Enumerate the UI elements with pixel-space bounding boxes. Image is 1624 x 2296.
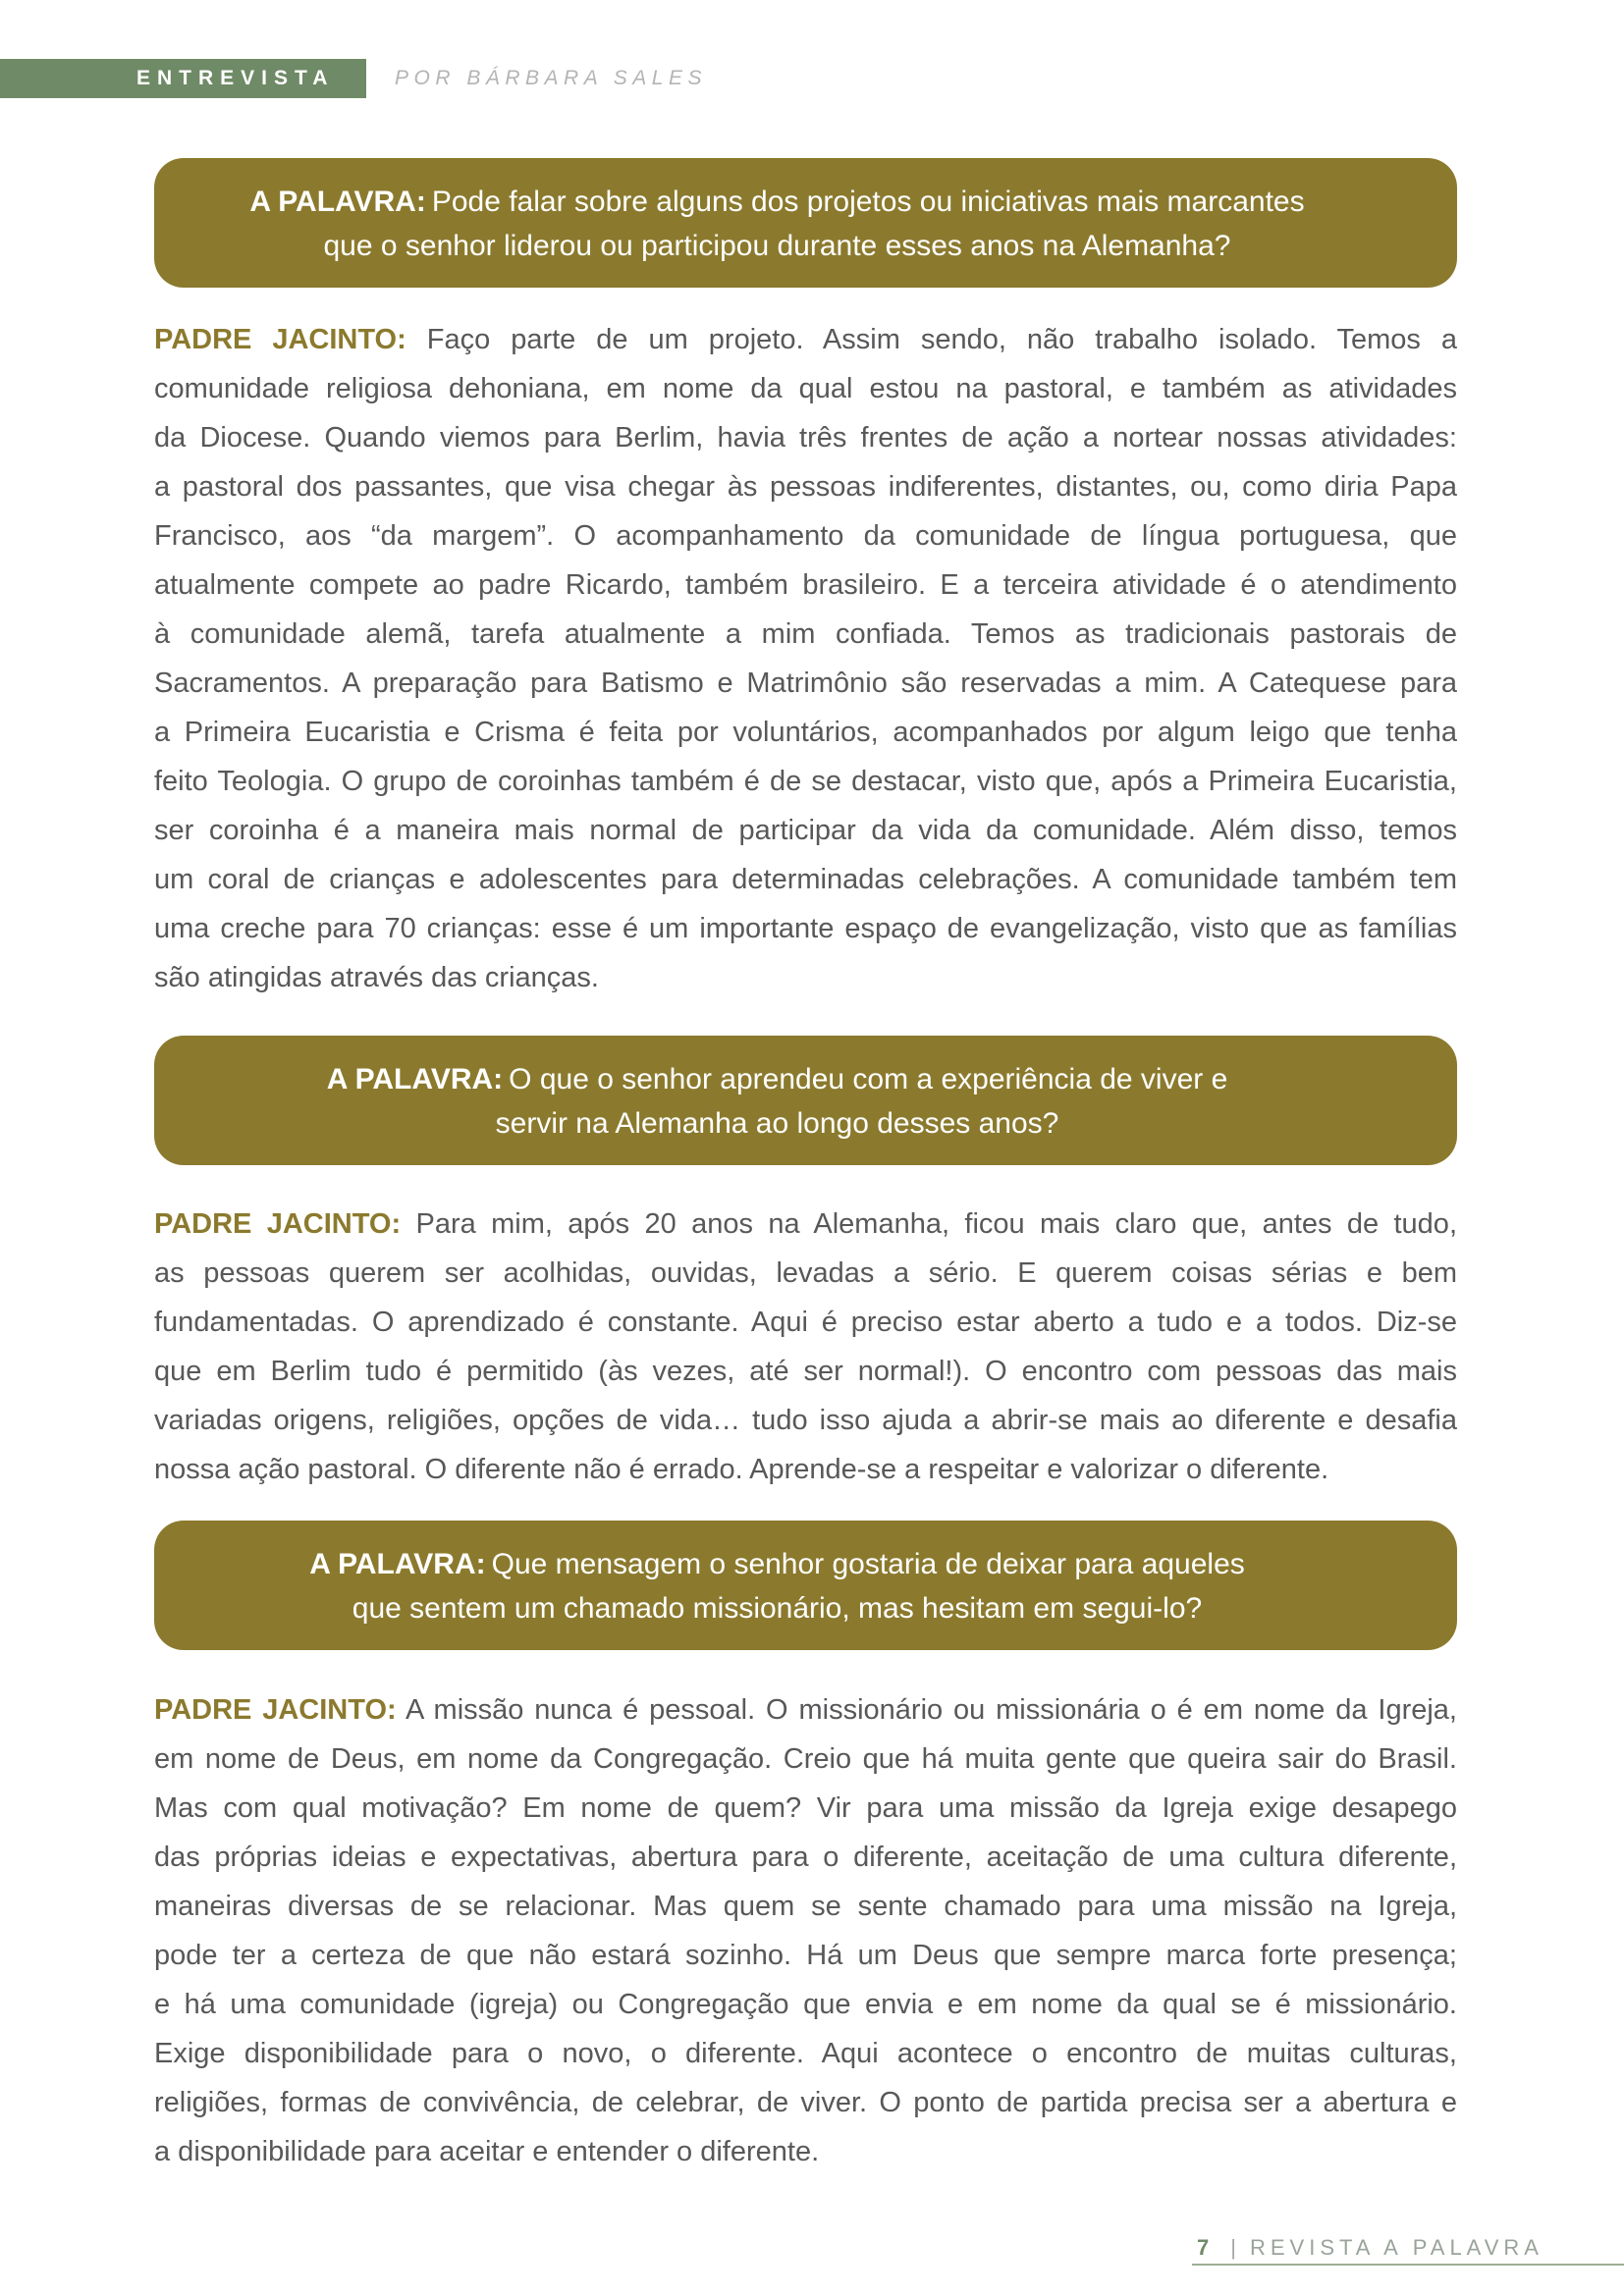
question-label: A PALAVRA: [326, 1063, 504, 1095]
answer-line: que em Berlim tudo é permitido (às vezes, até ser normal!). O encontro com pessoas das mais [154, 1356, 1457, 1387]
answer-paragraph [154, 315, 1457, 1002]
question-line [154, 1057, 1400, 1101]
answer-line: das próprias ideias e expectativas, abertura para o diferente, aceitação de uma cultura diferente, [154, 1842, 1457, 1873]
answer-line: a Primeira Eucaristia e Crisma é feita por voluntários, acompanhados por algum leigo que tenha [154, 717, 1457, 748]
answer-line: e há uma comunidade (igreja) ou Congregação que envia e em nome da qual se é missionário. [154, 1989, 1457, 2020]
answer-line: Mas com qual motivação? Em nome de quem? Vir para uma missão da Igreja exige desapego [154, 1792, 1457, 1824]
answer-line: Sacramentos. A preparação para Batismo e Matrimônio são reservadas a mim. A Catequese para [154, 667, 1457, 699]
footer-separator: | [1230, 2235, 1236, 2260]
question-line [154, 1542, 1400, 1586]
answer-line: à comunidade alemã, tarefa atualmente a mim confiada. Temos as tradicionais pastorais de [154, 618, 1457, 650]
answer-text: Faço parte de um projeto. Assim sendo, não trabalho isolado. Temos a [426, 324, 1457, 355]
footer-rule [1192, 2264, 1624, 2266]
question-line: que o senhor liderou ou participou durante esses anos na Alemanha? [323, 230, 1231, 262]
answer-line: atualmente compete ao padre Ricardo, também brasileiro. E a terceira atividade é o atendimento [154, 569, 1457, 601]
answer-line: em nome de Deus, em nome da Congregação. Creio que há muita gente que queira sair do Brasil. [154, 1743, 1457, 1775]
section-title: ENTREVISTA [136, 67, 335, 89]
question-label: A PALAVRA: [249, 186, 426, 218]
answer-line: maneiras diversas de se relacionar. Mas quem se sente chamado para uma missão na Igreja, [154, 1891, 1457, 1922]
answer-text: A missão nunca é pessoal. O missionário ou missionária o é em nome da Igreja, [405, 1694, 1457, 1726]
question-text: Que mensagem o senhor gostaria de deixar para aqueles [491, 1548, 1245, 1580]
question-text: O que o senhor aprendeu com a experiência de viver e [509, 1063, 1228, 1095]
answer-line: Francisco, aos “da margem”. O acompanhamento da comunidade de língua portuguesa, que [154, 520, 1457, 552]
answer-label: PADRE JACINTO: [154, 1694, 397, 1726]
answer-line: ser coroinha é a maneira mais normal de participar da vida da comunidade. Além disso, temos [154, 815, 1457, 846]
answer-paragraph [154, 1200, 1457, 1494]
answer-line [154, 315, 1457, 364]
answer-line [154, 1200, 1457, 1249]
question-box [154, 158, 1457, 288]
magazine-name: REVISTA A PALAVRA [1249, 2235, 1543, 2260]
answer-line: Exige disponibilidade para o novo, o diferente. Aqui acontece o encontro de muitas culturas, [154, 2038, 1457, 2069]
answer-line: feito Teologia. O grupo de coroinhas também é de se destacar, visto que, após a Primeira Eucaristia, [154, 766, 1457, 797]
answer-line: uma creche para 70 crianças: esse é um importante espaço de evangelização, visto que as famílias [154, 913, 1457, 944]
answer-label: PADRE JACINTO: [154, 1208, 402, 1240]
answer-line: as pessoas querem ser acolhidas, ouvidas, levadas a sério. E querem coisas sérias e bem [154, 1257, 1457, 1289]
question-line: servir na Alemanha ao longo desses anos? [495, 1107, 1059, 1140]
page-number: 7 [1197, 2235, 1210, 2260]
question-text: Pode falar sobre alguns dos projetos ou iniciativas mais marcantes [431, 186, 1305, 218]
answer-line: são atingidas através das crianças. [154, 962, 599, 993]
question-line [154, 180, 1400, 224]
question-label: A PALAVRA: [309, 1548, 486, 1580]
byline: POR BÁRBARA SALES [395, 67, 707, 89]
answer-line: da Diocese. Quando viemos para Berlim, havia três frentes de ação a nortear nossas atividades: [154, 422, 1457, 454]
question-line: que sentem um chamado missionário, mas hesitam em segui-lo? [352, 1592, 1203, 1625]
answer-line: pode ter a certeza de que não estará sozinho. Há um Deus que sempre marca forte presença; [154, 1940, 1457, 1971]
answer-line: variadas origens, religiões, opções de vida… tudo isso ajuda a abrir-se mais ao diferente e desafia [154, 1405, 1457, 1436]
page-footer [1197, 2232, 1543, 2264]
answer-line: a pastoral dos passantes, que visa chegar às pessoas indiferentes, distantes, ou, como diria Papa [154, 471, 1457, 503]
question-box [154, 1521, 1457, 1650]
answer-line: religiões, formas de convivência, de celebrar, de viver. O ponto de partida precisa ser a abertura e [154, 2087, 1457, 2118]
answer-text: Para mim, após 20 anos na Alemanha, ficou mais claro que, antes de tudo, [415, 1208, 1457, 1240]
answer-line: a disponibilidade para aceitar e entender o diferente. [154, 2136, 820, 2167]
answer-paragraph [154, 1685, 1457, 2176]
answer-line: fundamentadas. O aprendizado é constante. Aqui é preciso estar aberto a tudo e a todos. Diz-se [154, 1307, 1457, 1338]
question-box [154, 1036, 1457, 1165]
answer-line: nossa ação pastoral. O diferente não é errado. Aprende-se a respeitar e valorizar o diferente. [154, 1454, 1329, 1485]
answer-line: comunidade religiosa dehoniana, em nome da qual estou na pastoral, e também as atividades [154, 373, 1457, 404]
answer-label: PADRE JACINTO: [154, 324, 406, 355]
answer-line [154, 1685, 1457, 1735]
answer-line: um coral de crianças e adolescentes para determinadas celebrações. A comunidade também tem [154, 864, 1457, 895]
